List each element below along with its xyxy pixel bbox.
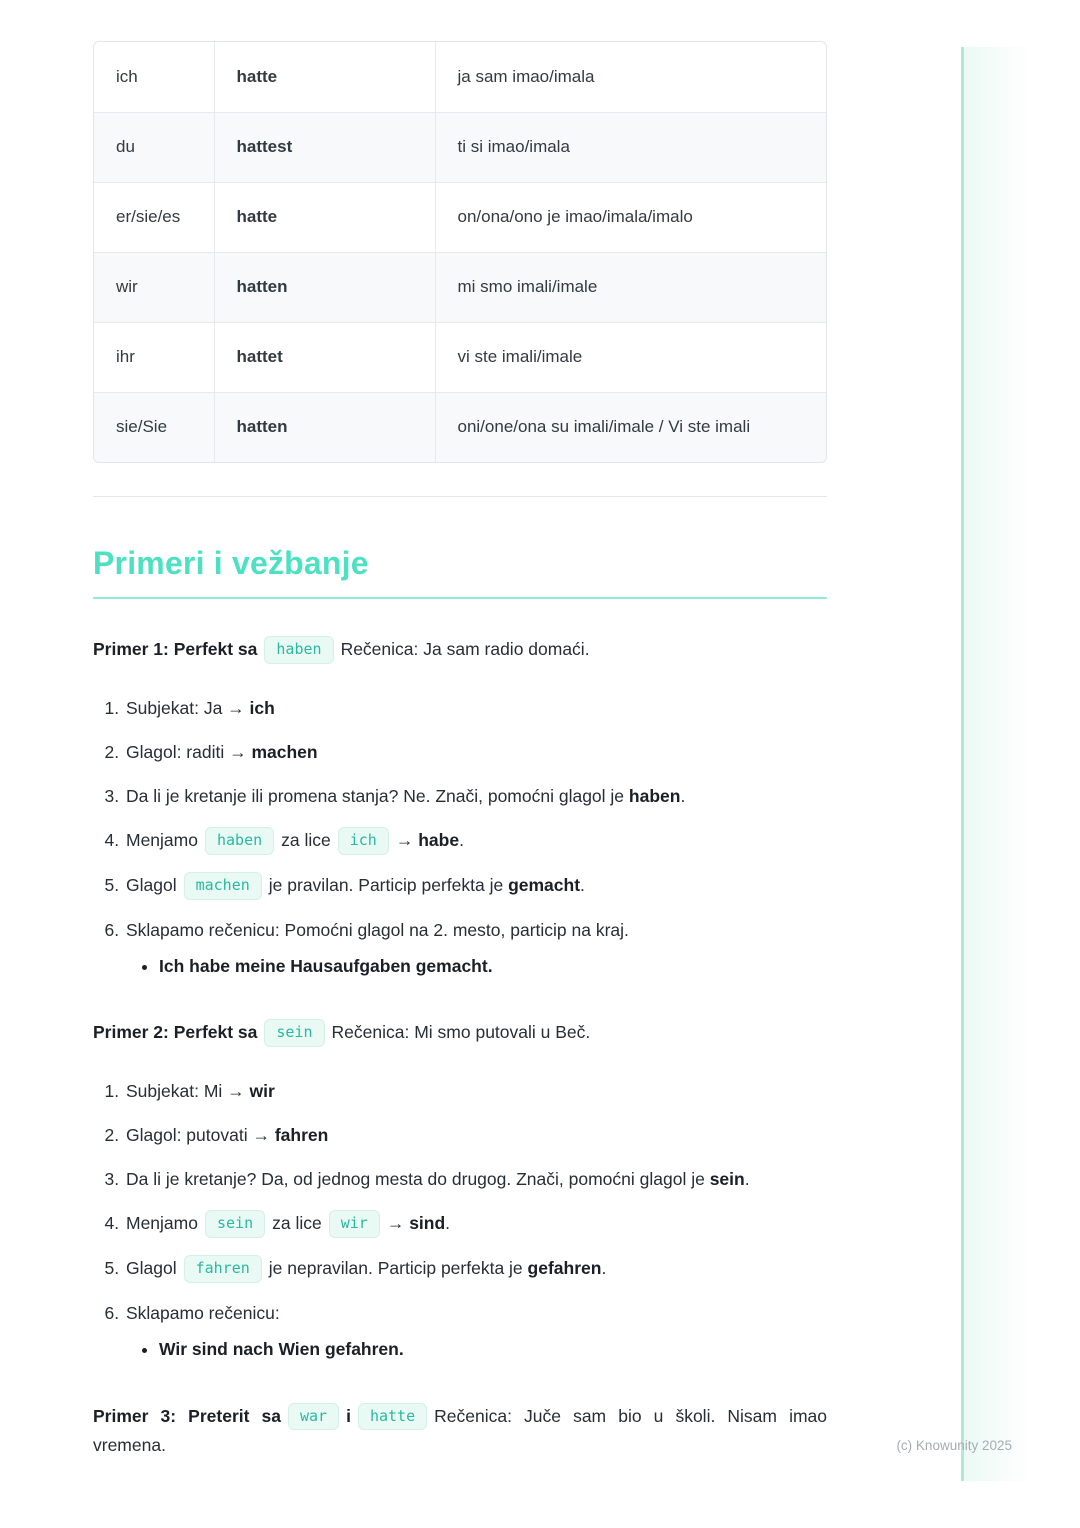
example-2-title: Primer 2: Perfekt sa [93,1022,258,1043]
table-row [94,392,826,462]
step-item [124,827,827,855]
result-sentence: • Wir sind nach Wien gefahren. [159,1337,827,1362]
bold-term: fahren [274,1125,329,1146]
inline-code-badge: hatte [358,1403,427,1431]
step-item [124,1210,827,1238]
step-text: je nepravilan. Particip perfekta je [268,1258,528,1279]
cell-translation: ja sam imao/imala [435,42,826,112]
bold-term: ich [249,697,275,718]
example-1-steps [93,695,827,979]
bold-term: sind [409,1213,446,1234]
step-text: . [459,830,464,851]
step-text: . [744,1169,750,1190]
step-item [124,1255,827,1283]
bold-term: machen [251,741,318,762]
step-text: Menjamo [126,1213,198,1234]
inline-code-badge: machen [184,872,262,900]
document-content [93,0,827,1461]
cell-verb-form: hatten [214,252,435,322]
step-text: Sklapamo rečenicu: Pomoćni glagol na 2. mesto, particip na kraj. [126,919,629,940]
inline-code-badge: wir [329,1210,380,1238]
step-text: Glagol: raditi → [126,741,252,762]
example-3-lead [93,1402,827,1462]
cell-verb-form: hatte [214,42,435,112]
example-1-title: Primer 1: Perfekt sa [93,639,258,659]
section-heading: Primeri i vežbanje [93,545,827,599]
step-item [124,695,827,722]
cell-translation: vi ste imali/imale [435,322,826,392]
example-2-steps [93,1078,827,1362]
step-item [124,1166,827,1193]
step-text: Da li je kretanje ili promena stanja? Ne. Znači, pomoćni glagol je [126,786,629,806]
example-1-lead [93,635,827,665]
step-item [124,1078,827,1105]
bold-term: i [346,1405,351,1426]
conjugation-table-wrapper [93,41,827,463]
step-text: za lice [272,1213,322,1234]
step-text: je pravilan. Particip perfekta je [268,874,509,895]
step-text: Glagol: putovati → [126,1125,275,1146]
cell-pronoun: du [94,112,214,182]
result-list [126,954,827,979]
cell-verb-form: hatte [214,182,435,252]
bold-term: sein [709,1169,745,1190]
table-row [94,42,826,112]
step-item [124,1300,827,1362]
step-item [124,739,827,766]
result-sentence: • Ich habe meine Hausaufgaben gemacht. [159,954,827,979]
step-item [124,1122,827,1149]
arrow-glyph: → [386,1213,410,1234]
cell-translation: ti si imao/imala [435,112,826,182]
step-text: Sklapamo rečenicu: [126,1302,280,1323]
example-3-title: Primer 3: Preterit sa [93,1405,281,1426]
example-2-sentence: Rečenica: Mi smo putovali u Beč. [331,1022,591,1043]
section-divider [93,496,827,497]
inline-code-badge: sein [264,1019,324,1047]
example-2-lead [93,1018,827,1048]
inline-code-badge: fahren [184,1255,262,1283]
step-text: . [680,786,686,806]
cell-translation: mi smo imali/imale [435,252,826,322]
table-row [94,322,826,392]
step-item [124,917,827,979]
right-accent-band [964,47,1032,1481]
step-text: . [601,1258,607,1279]
right-accent-line [961,47,964,1481]
inline-code-badge: ich [338,827,389,855]
result-list [126,1337,827,1362]
bold-term: wir [249,1081,275,1101]
inline-code-badge: sein [205,1210,265,1238]
cell-pronoun: er/sie/es [94,182,214,252]
step-text: . [580,874,585,895]
inline-code-badge: haben [264,636,333,664]
example-1-sentence: Rečenica: Ja sam radio domaći. [340,639,590,659]
step-text: Subjekat: Ja → [126,697,250,718]
table-row [94,112,826,182]
bold-term: gefahren [527,1258,602,1279]
step-item [124,872,827,900]
cell-pronoun: sie/Sie [94,392,214,462]
cell-verb-form: hatten [214,392,435,462]
step-text: Glagol [126,1258,177,1279]
cell-verb-form: hattest [214,112,435,182]
cell-translation: on/ona/ono je imao/imala/imalo [435,182,826,252]
cell-pronoun: ihr [94,322,214,392]
cell-pronoun: ich [116,66,138,86]
table-row [94,182,826,252]
step-text: za lice [281,830,331,851]
step-text: Da li je kretanje? Da, od jednog mesta do drugog. Znači, pomoćni glagol je [126,1169,710,1190]
step-text: Glagol [126,874,177,895]
conjugation-table [94,42,826,462]
step-text: Subjekat: Mi → [126,1081,250,1101]
table-row [94,252,826,322]
inline-code-badge: haben [205,827,274,855]
copyright-notice: (c) Knowunity 2025 [896,1438,1012,1453]
cell-verb-form: hattet [214,322,435,392]
bold-term: habe [418,830,460,851]
arrow-glyph: → [395,830,419,851]
example-3-sentence: Rečenica: Juče sam bio u školi. Nisam imao vremena. [93,1405,827,1456]
cell-translation: oni/one/ona su imali/imale / Vi ste imali [435,392,826,462]
cell-pronoun: wir [94,252,214,322]
step-text: . [445,1213,451,1234]
step-item [124,783,827,810]
bold-term: haben [628,786,681,806]
inline-code-badge: war [288,1403,339,1431]
step-text: Menjamo [126,830,198,851]
bold-term: gemacht [508,874,581,895]
